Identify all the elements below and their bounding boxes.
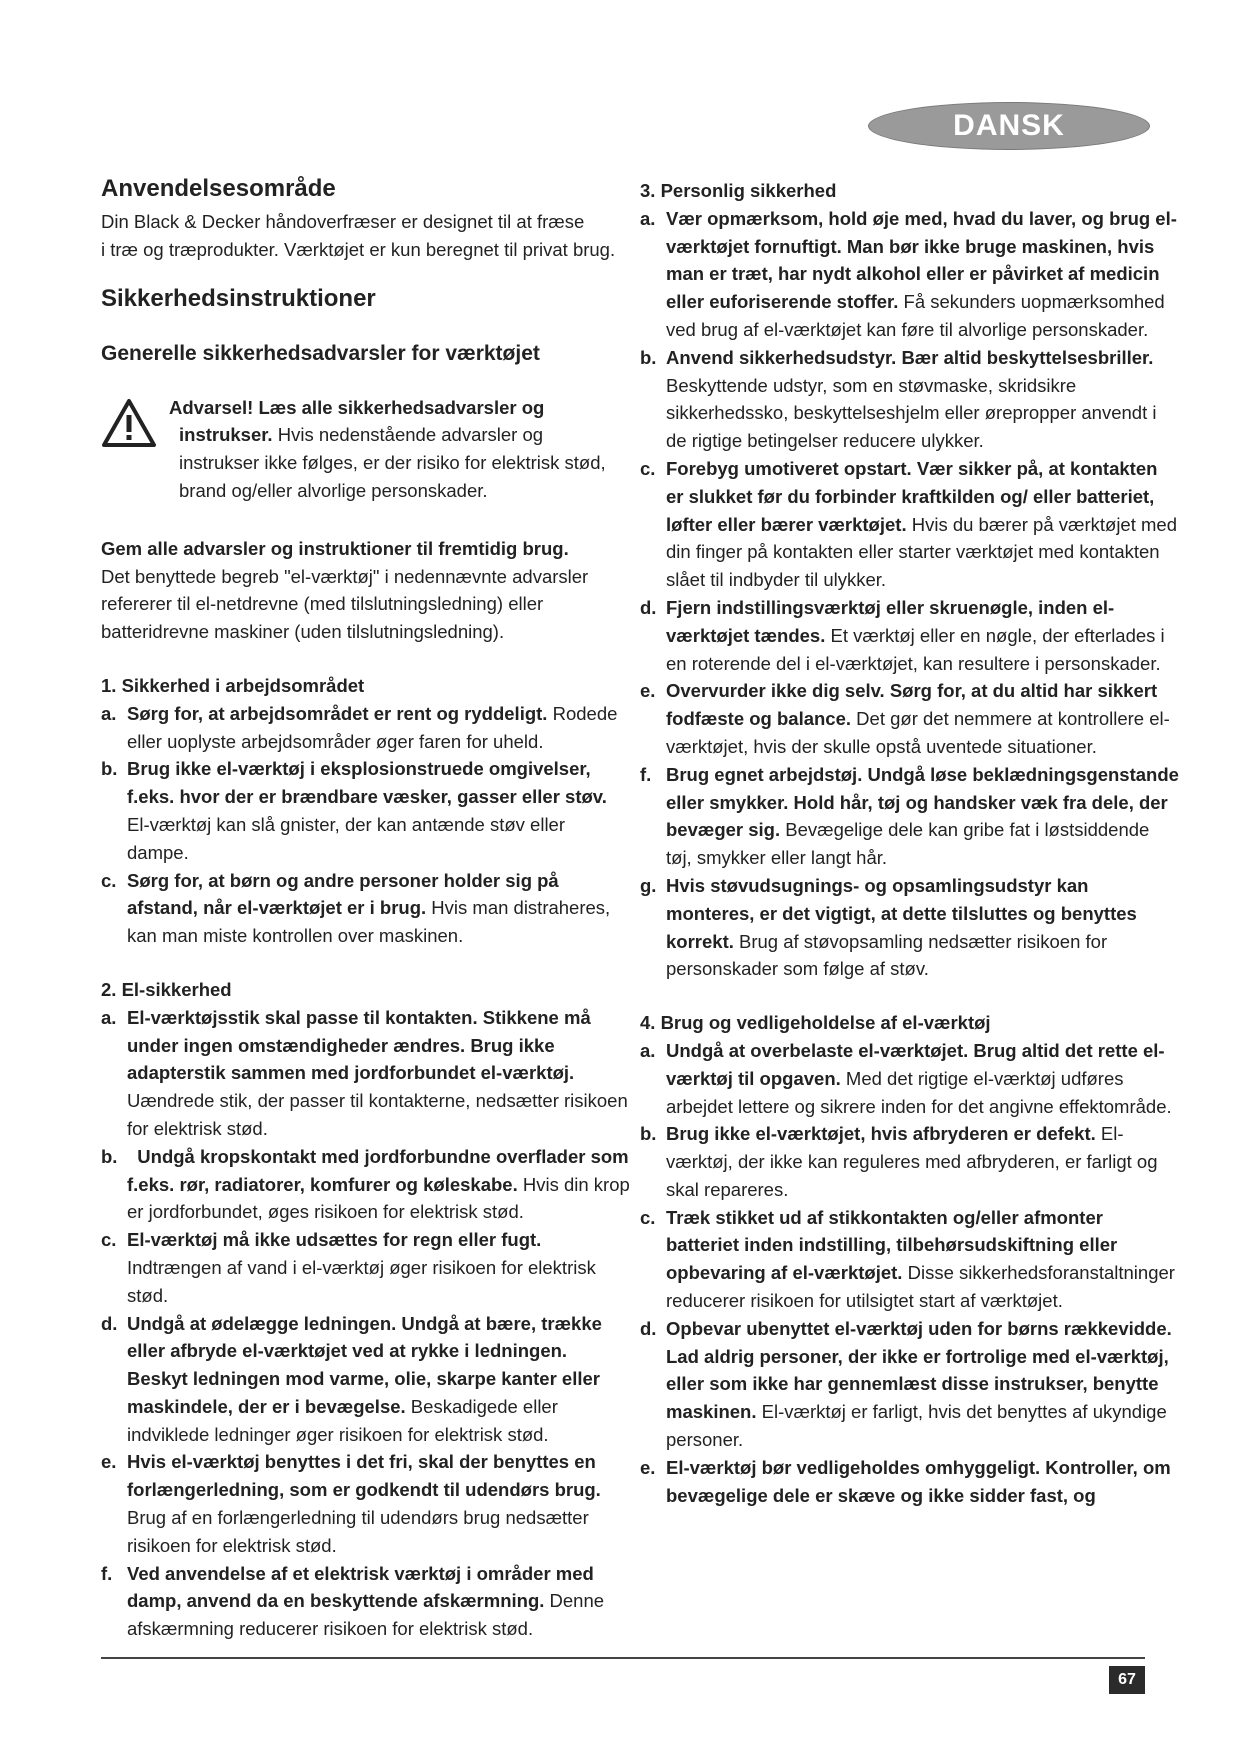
item-letter: c. [640, 457, 656, 479]
item-bold-text: Fjern indstillingsværktøj eller skruenøgle, inden el-værktøjet tændes. [666, 596, 1115, 646]
section-4-list [640, 1037, 1180, 1510]
item-text [666, 1037, 1180, 1120]
warning-triangle-icon [101, 394, 169, 505]
warning-rest-3: brand og/eller alvorlige personskader. [179, 479, 488, 501]
item-letter: f. [640, 763, 652, 785]
heading-usage: Anvendelsesområde [101, 175, 336, 202]
language-tab: DANSK [868, 102, 1150, 150]
item-bold-text: Undgå at overbelaste el-værktøjet. Brug altid det rette el-værktøj til opgaven. [666, 1039, 1165, 1089]
item-text [666, 344, 1180, 455]
item-bold-text: Overvurder ikke dig selv. Sørg for, at du altid har sikkert fodfæste og balance. [666, 680, 1163, 730]
item-text [666, 1454, 1180, 1510]
list-item [640, 872, 1180, 983]
warning-bold-1: Advarsel! Læs alle sikkerhedsadvarsler og [169, 396, 545, 418]
item-text [127, 1143, 634, 1226]
list-item [640, 594, 1180, 677]
item-body-text: Brug af en forlængerledning til udendørs brug nedsætter risikoen for elektrisk stød. [127, 1507, 589, 1556]
item-letter: a. [101, 702, 117, 724]
item-text [127, 867, 631, 950]
item-bold-text: Forebyg umotiveret opstart. Vær sikker på, at kontakten er slukket før du forbinder kraftkilden og/ eller batteriet, løfter eller bærer værktøjet. [666, 457, 1163, 535]
list-item [101, 700, 631, 756]
item-text [666, 1315, 1180, 1454]
section-2-list [101, 1004, 634, 1643]
item-text [127, 1310, 631, 1449]
warning-bold-2: instrukser. [179, 424, 273, 446]
item-bold-text: Undgå kropskontakt med jordforbundne overflader som f.eks. rør, radiatorer, komfurer og køleskabe. [127, 1145, 634, 1195]
item-body-text: El-værktøj, der ikke kan reguleres med afbryderen, er farligt og skal repareres. [666, 1123, 1158, 1200]
item-text [666, 872, 1180, 983]
item-body-text: Indtrængen af vand i el-værktøj øger risikoen for elektrisk stød. [127, 1256, 596, 1306]
list-item [101, 1226, 631, 1309]
section-1-title: 1. Sikkerhed i arbejdsområdet [101, 674, 365, 696]
save-instructions-bold: Gem alle advarsler og instruktioner til fremtidig brug. [101, 537, 569, 559]
item-letter: b. [101, 758, 118, 780]
item-bold-text: Træk stikket ud af stikkontakten og/eller afmonter batteriet inden indstilling, tilbehørsudskiftning eller opbevaring af el-værktøjet. [666, 1206, 1123, 1284]
item-bold-text: El-værktøj bør vedligeholdes omhyggeligt. Kontroller, om bevægelige dele er skæve og ikke sidder fast, og [666, 1456, 1176, 1506]
usage-text-2: i træ og træprodukter. Værktøjet er kun beregnet til privat brug. [101, 238, 616, 260]
item-bold-text: Hvis el-værktøj benyttes i det fri, skal der benyttes en forlængerledning, som er godkendt til udendørs brug. [127, 1451, 601, 1501]
footer-divider [101, 1657, 1145, 1659]
item-letter: a. [640, 1039, 656, 1061]
list-item [640, 1204, 1180, 1315]
item-text [127, 700, 631, 756]
usage-text-1: Din Black & Decker håndoverfræser er designet til at fræse [101, 211, 585, 232]
item-body-text: Beskyttende udstyr, som en støvmaske, skridsikre sikkerhedssko, beskyttelseshjelm eller ørepropper anvendt i de rigtige betingelser reducere ulykker. [666, 374, 1157, 452]
item-body-text: El-værktøj kan slå gnister, der kan antænde støv eller dampe. [127, 813, 566, 863]
item-bold-text: El-værktøj må ikke udsættes for regn eller fugt. [127, 1229, 542, 1251]
warning-rest-2: instrukser ikke følges, er der risiko for elektrisk stød, [179, 452, 606, 474]
item-body-text: Brug af støvopsamling nedsætter risikoen for personskader som følge af støv. [666, 930, 1108, 980]
item-letter: e. [640, 680, 656, 702]
list-item [101, 1560, 631, 1643]
item-body-text: Hvis du bærer på værktøjet med din finger på kontakten eller starter værktøjet med kontakten slået til indbyder til ulykker. [666, 513, 1177, 591]
item-letter: c. [101, 869, 117, 891]
item-body-text: Rodede eller uoplyste arbejdsområder øger faren for uheld. [127, 702, 618, 752]
item-letter: d. [640, 596, 657, 618]
item-body-text: Det gør det nemmere at kontrollere el-værktøjet, hvis der skulle opstå uventede situationer. [666, 708, 1170, 757]
section-3-title: 3. Personlig sikkerhed [640, 180, 837, 201]
item-text [127, 1560, 631, 1643]
item-bold-text: Undgå at ødelægge ledningen. Undgå at bære, trække eller afbryde el-værktøjet ved at rykke i ledningen. Beskyt ledningen mod varme, olie, skarpe kanter eller maskindele, der er i bevægelse. [127, 1312, 608, 1417]
item-body-text: Få sekunders uopmærksomhed ved brug af el-værktøjet kan føre til alvorlige personskader. [666, 291, 1165, 340]
warning-rest-1: Hvis nedenstående advarsler og [272, 424, 544, 446]
list-item [101, 1310, 631, 1449]
right-column [640, 177, 1185, 1509]
item-body-text: Et værktøj eller en nøgle, der efterlades i en roterende del i el-værktøjet, kan resultere i personskader. [666, 624, 1165, 674]
item-bold-text: El-værktøjsstik skal passe til kontakten. Stikkene må under ingen omstændigheder ændres. Brug ikke adapterstik sammen med jordforbundet el-værktøj. [127, 1006, 596, 1084]
item-bold-text: Hvis støvudsugnings- og opsamlingsudstyr kan monteres, er det vigtigt, at dette tilsluttes og benyttes korrekt. [666, 874, 1142, 952]
item-text [127, 1004, 631, 1143]
item-letter: a. [101, 1006, 117, 1028]
item-body-text: Beskadigede eller indviklede ledninger øger risikoen for elektrisk stød. [127, 1395, 558, 1445]
item-body-text: Uændrede stik, der passer til kontakterne, nedsætter risikoen for elektrisk stød. [127, 1090, 628, 1139]
heading-safety: Sikkerhedsinstruktioner [101, 284, 376, 312]
item-letter: d. [640, 1317, 657, 1339]
item-letter: e. [640, 1456, 656, 1478]
list-item [640, 344, 1180, 455]
section-1-list [101, 700, 631, 950]
left-column [101, 174, 634, 1643]
item-body-text: Hvis din krop er jordforbundet, øges risikoen for elektrisk stød. [127, 1173, 630, 1223]
list-item [101, 1448, 631, 1559]
item-text [127, 755, 631, 866]
item-bold-text: Sørg for, at børn og andre personer holder sig på afstand, når el-værktøjet er i brug. [127, 869, 564, 919]
item-bold-text: Opbevar ubenyttet el-værktøj uden for børns rækkevidde. Lad aldrig personer, der ikke er fortrolige med el-værktøj, eller som ikke har gennemlæst disse instrukser, benytte maskinen. [666, 1317, 1177, 1423]
item-letter: b. [640, 1123, 657, 1145]
save-instructions-text: Det benyttede begreb "el-værktøj" i nedennævnte advarsler refererer til el-netdrevne (med tilslutningsledning) eller batteridrevne maskiner (uden tilslutningsledning). [101, 565, 589, 643]
item-letter: b. [640, 346, 657, 368]
item-letter: c. [640, 1206, 656, 1228]
item-bold-text: Brug ikke el-værktøjet, hvis afbryderen er defekt. [666, 1123, 1096, 1145]
item-text [666, 761, 1185, 872]
section-3-list [640, 205, 1185, 983]
item-text [666, 455, 1180, 594]
list-item [101, 755, 631, 866]
item-bold-text: Anvend sikkerhedsudstyr. Bær altid beskyttelsesbriller. [666, 346, 1154, 368]
list-item [640, 1120, 1180, 1203]
item-text [666, 1204, 1180, 1315]
item-letter: f. [101, 1562, 113, 1584]
list-item [640, 1454, 1180, 1510]
item-body-text: Denne afskærmning reducerer risikoen for elektrisk stød. [127, 1590, 605, 1640]
item-letter: e. [101, 1451, 117, 1473]
item-letter: c. [101, 1229, 117, 1251]
item-text [666, 594, 1180, 677]
section-2-title: 2. El-sikkerhed [101, 978, 232, 1000]
item-bold-text: Brug egnet arbejdstøj. Undgå løse beklædningsgenstande eller smykker. Hold hår, tøj og handsker væk fra dele, der bevæger sig. [666, 763, 1185, 841]
list-item [640, 205, 1180, 344]
list-item [640, 1315, 1180, 1454]
list-item [640, 761, 1185, 872]
item-text [666, 1120, 1180, 1203]
list-item [640, 1037, 1180, 1120]
item-bold-text: Vær opmærksom, hold øje med, hvad du laver, og brug el-værktøjet fornuftigt. Man bør ikke bruge maskinen, hvis man er træt, har nydt alkohol eller er påvirket af medicin eller euforiserende stoffer. [666, 207, 1177, 313]
item-text [666, 677, 1180, 760]
item-text [666, 205, 1180, 344]
item-letter: d. [101, 1312, 118, 1334]
page-number: 67 [1109, 1666, 1145, 1694]
item-letter: b. [101, 1145, 118, 1167]
item-body-text: El-værktøj er farligt, hvis det benyttes af ukyndige personer. [666, 1401, 1167, 1451]
item-bold-text: Ved anvendelse af et elektrisk værktøj i områder med damp, anvend da en beskyttende afskærmning. [127, 1562, 599, 1612]
item-bold-text: Sørg for, at arbejdsområdet er rent og ryddeligt. [127, 702, 548, 724]
section-4-title: 4. Brug og vedligeholdelse af el-værktøj [640, 1012, 991, 1034]
item-letter: a. [640, 207, 656, 229]
warning-block [101, 394, 631, 505]
item-bold-text: Brug ikke el-værktøj i eksplosionstruede omgivelser, f.eks. hvor der er brændbare væsker, gasser eller støv. [127, 758, 607, 808]
item-body-text: Med det rigtige el-værktøj udføres arbejdet lettere og sikrere inden for det angivne effektområde. [666, 1067, 1172, 1117]
item-body-text: Disse sikkerhedsforanstaltninger reducerer risikoen for utilsigtet start af værktøjet. [666, 1262, 1175, 1312]
item-text [127, 1226, 631, 1309]
list-item [101, 867, 631, 950]
item-body-text: Bevægelige dele kan gribe fat i løstsiddende tøj, smykker eller langt hår. [666, 819, 1150, 869]
item-body-text: Hvis man distraheres, kan man miste kontrollen over maskinen. [127, 897, 611, 947]
item-letter: g. [640, 874, 657, 896]
list-item [101, 1143, 634, 1226]
heading-general-warnings: Generelle sikkerhedsadvarsler for værktøjet [101, 341, 540, 365]
item-text [127, 1448, 631, 1559]
list-item [640, 677, 1180, 760]
list-item [640, 455, 1180, 594]
list-item [101, 1004, 631, 1143]
